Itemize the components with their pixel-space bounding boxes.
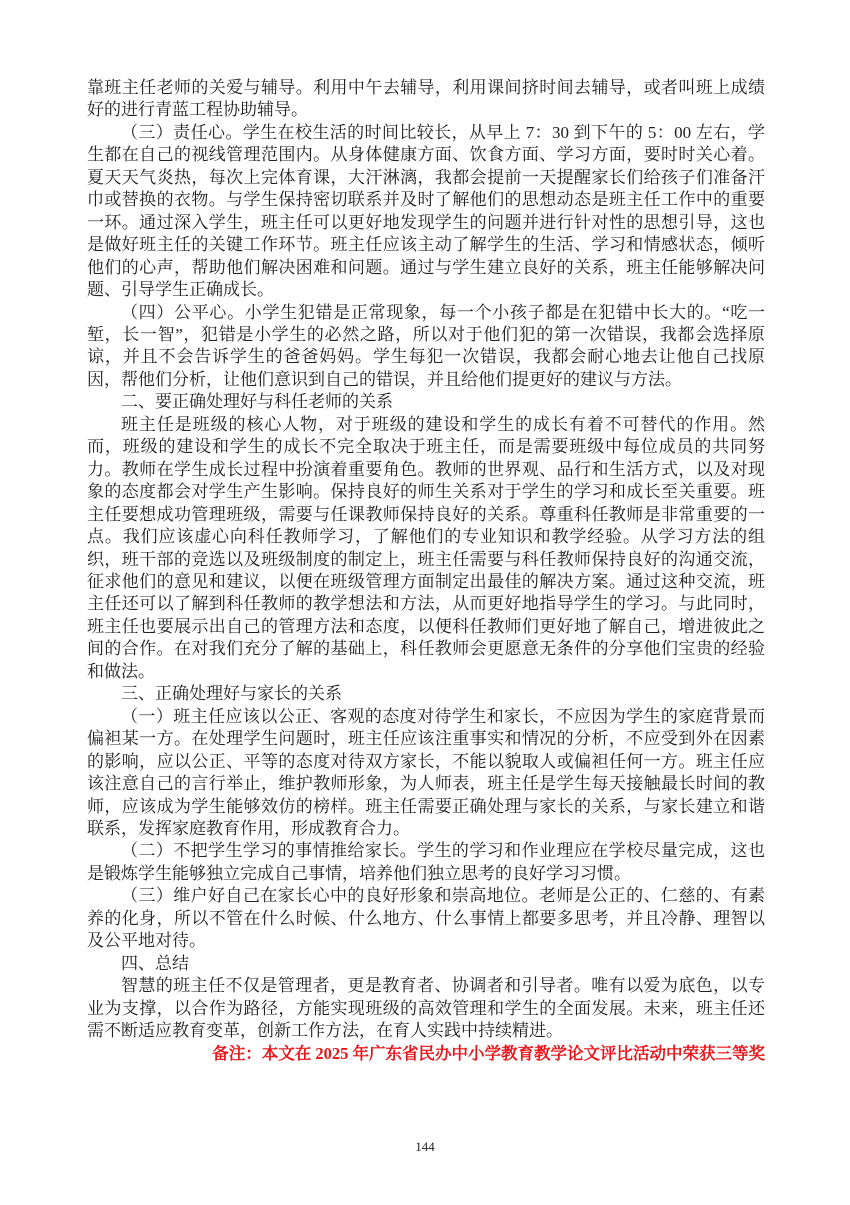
paragraph: （一）班主任应该以公正、客观的态度对待学生和家长，不应因为学生的家庭背景而偏袒某一方。在处理学生问题时，班主任应该注重事实和情况的分析，不应受到外在因素的影响，应以公正、平等的态度对待双方家长，不能以貌取人或偏袒任何一方。班主任应该注意自己的言行举止，维护教师形象，为人师表，班主任是学生每天接触最长时间的教师，应该成为学生能够效仿的榜样。班主任需要正确处理与家长的关系，与家长建立和谐联系，发挥家庭教育作用，形成教育合力。 — [87, 706, 765, 838]
paragraph: （四）公平心。小学生犯错是正常现象，每一个小孩子都是在犯错中长大的。“吃一堑，长一智”，犯错是小学生的必然之路，所以对于他们犯的第一次错误，我都会选择原谅，并且不会告诉学生的爸爸妈妈。学生每犯一次错误，我都会耐心地去让他自己找原因，帮他们分析，让他们意识到自己的错误，并且给他们提更好的建议与方法。 — [87, 302, 765, 389]
page-number: 144 — [415, 1139, 435, 1154]
paragraph: 智慧的班主任不仅是管理者，更是教育者、协调者和引导者。唯有以爱为底色，以专业为支撑，以合作为路径，方能实现班级的高效管理和学生的全面发展。未来，班主任还需不断适应教育变革，创新工作方法，在育人实践中持续精进。 — [87, 976, 765, 1041]
paragraph: 靠班主任老师的关爱与辅导。利用中午去辅导，利用课间挤时间去辅导，或者叫班上成绩好的进行青蓝工程协助辅导。 — [87, 78, 765, 120]
document-body — [87, 77, 765, 1042]
paragraph: （三）责任心。学生在校生活的时间比较长，从早上 7：30 到下午的 5：00 左右，学生都在自己的视线管理范围内。从身体健康方面、饮食方面、学习方面，要时时关心着。夏天天气炎热，每次上完体育课，大汗淋漓，我都会提前一天提醒家长们给孩子们准备汗巾或替换的衣物。与学生保持密切联系并及时了解他们的思想动态是班主任工作中的重要一环。通过深入学生，班主任可以更好地发现学生的问题并进行针对性的思想引导，这也是做好班主任的关键工作环节。班主任应该主动了解学生的生活、学习和情感状态，倾听他们的心声，帮助他们解决困难和问题。通过与学生建立良好的关系，班主任能够解决问题、引导学生正确成长。 — [87, 122, 765, 300]
section-heading: 四、总结 — [121, 953, 189, 973]
paragraph: （三）维户好自己在家长心中的良好形象和崇高地位。老师是公正的、仁慈的、有素养的化身，所以不管在什么时候、什么地方、什么事情上都要多思考，并且冷静、理智以及公平地对待。 — [87, 886, 765, 951]
paragraph: （二）不把学生学习的事情推给家长。学生的学习和作业理应在学校尽量完成，这也是锻炼学生能够独立完成自己事情，培养他们独立思考的良好学习习惯。 — [87, 841, 765, 883]
award-note: 备注：本文在 2025 年广东省民办中小学教育教学论文评比活动中荣获三等奖 — [212, 1044, 765, 1063]
paragraph: 班主任是班级的核心人物，对于班级的建设和学生的成长有着不可替代的作用。然而，班级的建设和学生的成长不完全取决于班主任，而是需要班级中每位成员的共同努力。教师在学生成长过程中扮演着重要角色。教师的世界观、品行和生活方式，以及对现象的态度都会对学生产生影响。保持良好的师生关系对于学生的学习和成长至关重要。班主任要想成功管理班级，需要与任课教师保持良好的关系。尊重科任教师是非常重要的一点。我们应该虚心向科任教师学习，了解他们的专业知识和教学经验。从学习方法的组织，班干部的竞选以及班级制度的制定上，班主任需要与科任教师保持良好的沟通交流，征求他们的意见和建议，以便在班级管理方面制定出最佳的解决方案。通过这种交流，班主任还可以了解到科任教师的教学想法和方法，从而更好地指导学生的学习。与此同时，班主任也要展示出自己的管理方法和态度，以便科任教师们更好地了解自己，增进彼此之间的合作。在对我们充分了解的基础上，科任教师会更愿意无条件的分享他们宝贵的经验和做法。 — [87, 414, 765, 681]
section-heading: 二、要正确处理好与科任老师的关系 — [121, 392, 393, 412]
section-heading: 三、正确处理好与家长的关系 — [121, 684, 342, 704]
